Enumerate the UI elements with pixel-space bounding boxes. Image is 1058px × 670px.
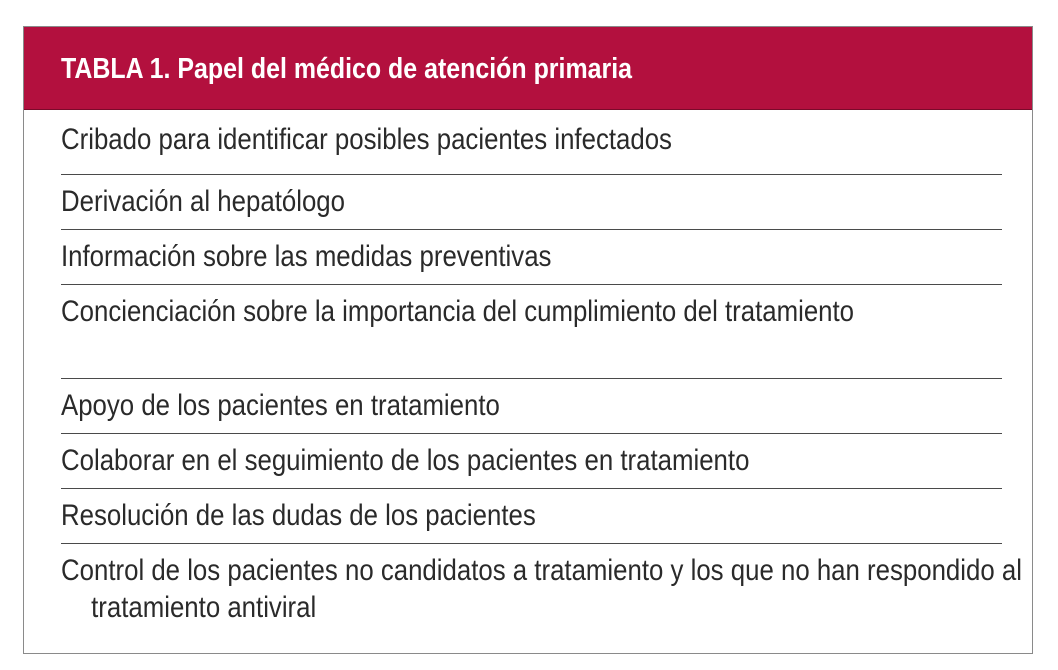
table-1 <box>23 26 1033 654</box>
table-row <box>61 230 1002 285</box>
table-row-text: Información sobre las medidas preventivas <box>61 240 552 273</box>
table-row-text: Concienciación sobre la importancia del cumplimiento del tratamiento <box>61 295 855 328</box>
table-row-text: Cribado para identificar posibles pacientes infectados <box>61 123 672 156</box>
table-row <box>61 175 1002 230</box>
table-title: TABLA 1. Papel del médico de atención primaria <box>61 53 632 85</box>
table-header <box>24 27 1032 110</box>
table-row <box>61 121 1002 175</box>
table-row-text: Apoyo de los pacientes en tratamiento <box>61 389 500 422</box>
table-row <box>61 489 1002 544</box>
table-row-text: Derivación al hepatólogo <box>61 185 346 218</box>
table-row <box>61 434 1002 489</box>
table-row-text: Colaborar en el seguimiento de los pacientes en tratamiento <box>61 444 750 477</box>
table-row-text: Resolución de las dudas de los pacientes <box>61 499 536 532</box>
table-row <box>61 285 1002 379</box>
table-row <box>61 544 1022 639</box>
table-row <box>61 379 1002 434</box>
table-row-text: Control de los pacientes no candidatos a tratamiento y los que no han respondido al tratamiento antiviral <box>61 554 1022 624</box>
